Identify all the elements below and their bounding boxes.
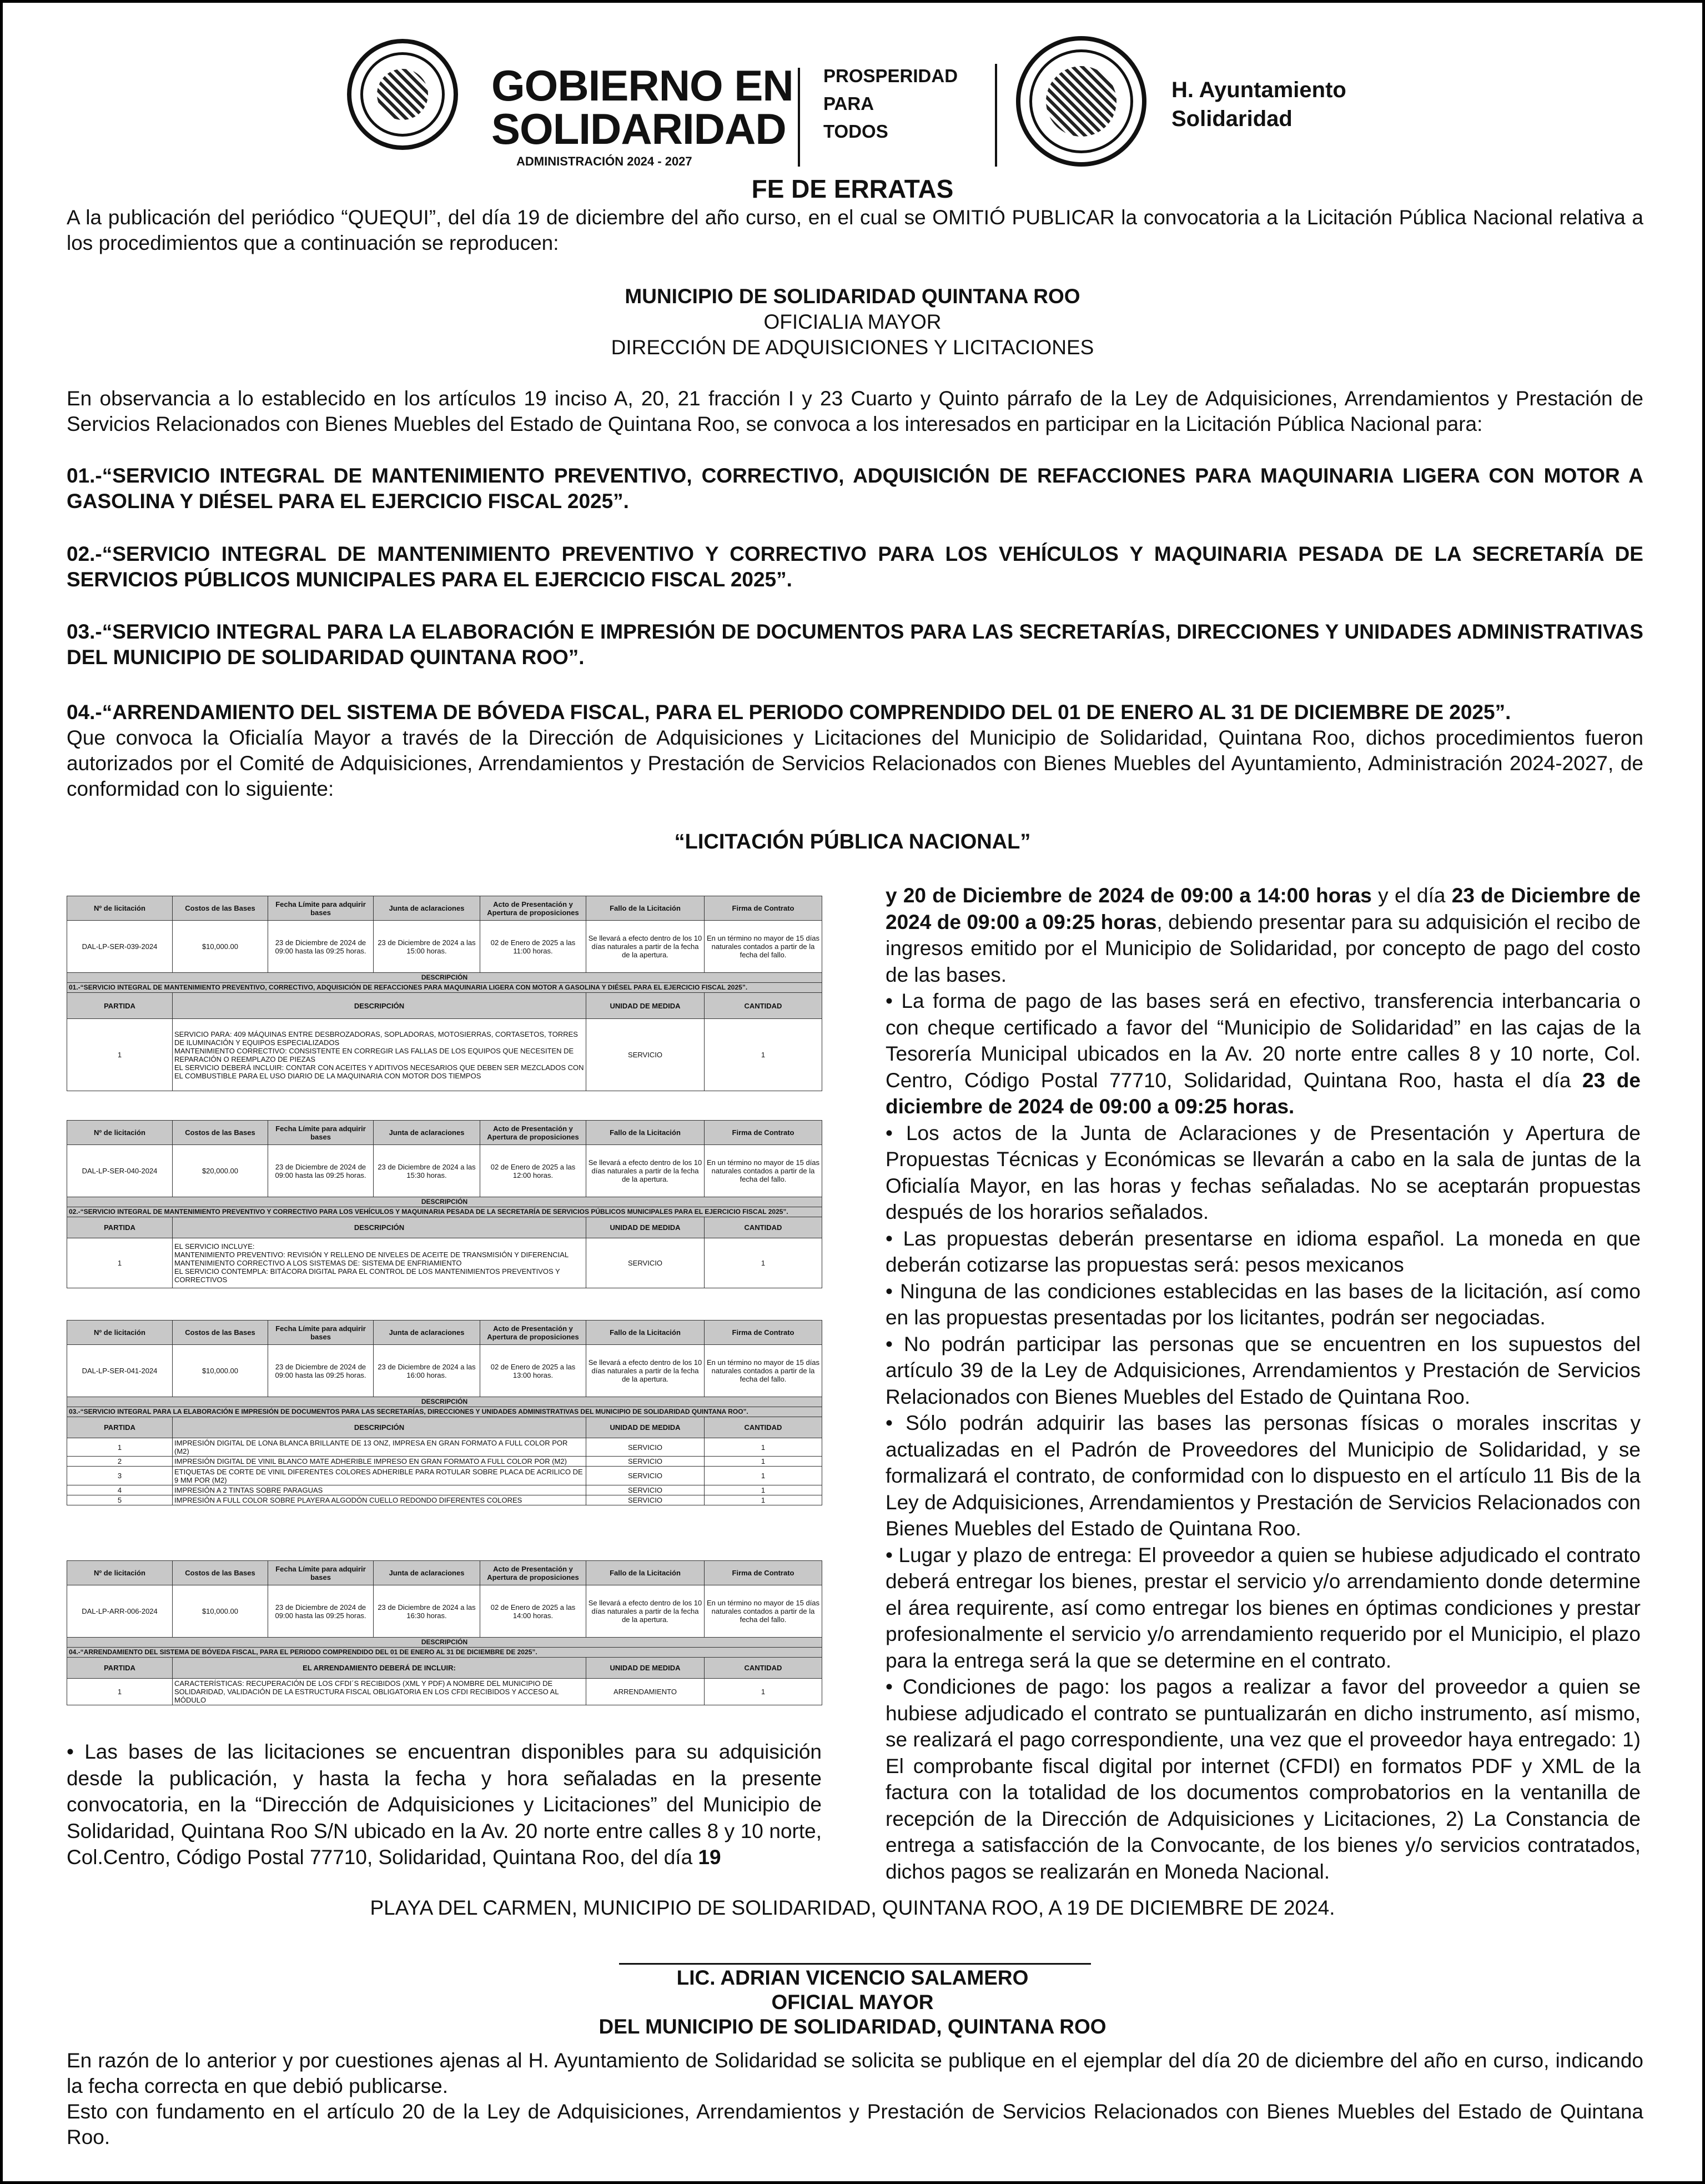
item-01: 01.-“SERVICIO INTEGRAL DE MANTENIMIENTO PREVENTIVO, CORRECTIVO, ADQUISICIÓN DE REFACCIONES PARA MAQUINARIA LIGERA CON MOTOR A GASOLINA Y DIÉSEL PARA EL EJERCICIO FISCAL 2025”. <box>67 464 1643 513</box>
table-header-row: Nº de licitación Costos de las Bases Fecha Límite para adquirir bases Junta de aclaraciones Acto de Presentación y Apertura de proposiciones Fallo de la Licitación Firma de Contrato <box>67 1561 822 1585</box>
administration-label: ADMINISTRACIÓN 2024 - 2027 <box>516 154 692 168</box>
divider <box>798 68 800 167</box>
acts-paragraph: • Los actos de la Junta de Aclaraciones y de Presentación y Apertura de Propuestas Técnicas y Económicas se llevarán a cabo en la sala de juntas de la Oficialía Mayor, en las horas y fechas señaladas. No se aceptarán propuestas después de los horarios señalados. <box>886 1121 1641 1223</box>
table-header-row: Nº de licitación Costos de las Bases Fecha Límite para adquirir bases Junta de aclaraciones Acto de Presentación y Apertura de proposiciones Fallo de la Licitación Firma de Contrato <box>67 1121 822 1145</box>
exclusions-paragraph: • No podrán participar las personas que se encuentren en los supuestos del artículo 39 de la Ley de Adquisiciones, Arrendamientos y Prestación de Servicios Relacionados con Bienes Muebles del Estado de Quintana Roo. <box>886 1332 1641 1408</box>
header <box>3 33 1702 167</box>
description-label: DESCRIPCIÓN <box>67 1397 822 1407</box>
table-row: 1 SERVICIO PARA: 409 MÁQUINAS ENTRE DESBROZADORAS, SOPLADORAS, MOTOSIERRAS, CORTASETOS, TORRES DE ILUMINACIÓN Y EQUIPOS ESPECIALIZADOS MANTENIMIENTO CORRECTIVO: CONSISTENTE EN CORREGIR LAS FALLAS DE LOS EQUIPOS QUE NECESITEN DE REPARACIÓN O REEMPLAZO DE PIEZAS EL SERVICIO DEBERÁ INCLUIR: CONTAR CON ACEITES Y ADITIVOS NECESARIOS QUE DEBEN SER MEZCLADOS CON EL COMBUSTIBLE PARA EL USO DIARIO DE LA MAQUINARIA CON MOTOR DOS TIEMPOS SERVICIO 1 <box>67 1019 822 1091</box>
licitacion-title: 02.-“SERVICIO INTEGRAL DE MANTENIMIENTO PREVENTIVO Y CORRECTIVO PARA LOS VEHÍCULOS Y MAQUINARIA PESADA DE LA SECRETARÍA DE SERVICIOS PÚBLICOS MUNICIPALES PARA EL EJERCICIO FISCAL 2025”. <box>67 1207 822 1217</box>
table-row: 2 IMPRESIÓN DIGITAL DE VINIL BLANCO MATE ADHERIBLE IMPRESO EN GRAN FORMATO A FULL COLOR POR (M2) SERVICIO 1 <box>67 1457 822 1467</box>
table-row: 4 IMPRESIÓN A 2 TINTAS SOBRE PARAGUAS SERVICIO 1 <box>67 1485 822 1495</box>
ayuntamiento-seal-icon <box>1016 36 1146 167</box>
slogan: PROSPERIDAD PARA TODOS <box>823 66 958 142</box>
observancia-paragraph: En observancia a lo establecido en los artículos 19 inciso A, 20, 21 fracción I y 23 Cuarto y Quinto párrafo de la Ley de Adquisiciones, Arrendamientos y Prestación de Servicios Relacionados con Bienes Muebles del Estado de Quintana Roo, se convoca a los interesados en participar en la Licitación Pública Nacional para: <box>67 387 1643 435</box>
item-03: 03.-“SERVICIO INTEGRAL PARA LA ELABORACIÓN E IMPRESIÓN DE DOCUMENTOS PARA LAS SECRETARÍAS, DIRECCIONES Y UNIDADES ADMINISTRATIVAS DEL MUNICIPIO DE SOLIDARIDAD QUINTANA ROO”. <box>67 620 1643 669</box>
ayuntamiento-name: H. Ayuntamiento Solidaridad <box>1171 78 1346 131</box>
description-label: DESCRIPCIÓN <box>67 973 822 983</box>
description-label: DESCRIPCIÓN <box>67 1197 822 1207</box>
table-row: DAL-LP-ARR-006-2024 $10,000.00 23 de Diciembre de 2024 de 09:00 hasta las 09:25 horas. 23 de Diciembre de 2024 a las 16:30 horas. 02 de Enero de 2025 a las 14:00 horas. Se llevará a efecto dentro de los 10 días naturales a partir de la fecha de la apertura. En un término no mayor de 15 días naturales contados a partir de la fecha del fallo. <box>67 1585 822 1638</box>
bases-paragraph: • Las bases de las licitaciones se encuentran disponibles para su adquisición desde la publicación, y hasta la fecha y hora señaladas en la presente convocatoria, en la “Dirección de Adquisiciones y Licitaciones” del Municipio de Solidaridad, Quintana Roo S/N ubicado en la Av. 20 norte entre calles 8 y 10 norte, Col.Centro, Código Postal 77710, Solidaridad, Quintana Roo, del día 19 <box>67 1740 822 1869</box>
table-row: 1 IMPRESIÓN DIGITAL DE LONA BLANCA BRILLANTE DE 13 ONZ, IMPRESA EN GRAN FORMATO A FULL COLOR POR (M2) SERVICIO 1 <box>67 1438 822 1457</box>
licitacion-title: 03.-“SERVICIO INTEGRAL PARA LA ELABORACIÓN E IMPRESIÓN DE DOCUMENTOS PARA LAS SECRETARÍAS, DIRECCIONES Y UNIDADES ADMINISTRATIVAS DEL MUNICIPIO DE SOLIDARIDAD QUINTANA ROO”. <box>67 1407 822 1417</box>
signature-block: LIC. ADRIAN VICENCIO SALAMERO OFICIAL MAYOR DEL MUNICIPIO DE SOLIDARIDAD, QUINTANA ROO <box>598 1966 1107 2038</box>
conditions-paragraph: • Ninguna de las condiciones establecidas en las bases de la licitación, así como en las propuestas presentadas por los licitantes, podrán ser negociadas. <box>886 1279 1641 1329</box>
gobierno-seal-icon <box>347 39 458 150</box>
footer-paragraph-1: En razón de lo anterior y por cuestiones ajenas al H. Ayuntamiento de Solidaridad se solicita se publique en el ejemplar del día 20 de diciembre del año en curso, indicando la fecha correcta en que debió publicarse. <box>67 2049 1643 2097</box>
table-header-row: Nº de licitación Costos de las Bases Fecha Límite para adquirir bases Junta de aclaraciones Acto de Presentación y Apertura de proposiciones Fallo de la Licitación Firma de Contrato <box>67 1321 822 1345</box>
item-04: 04.-“ARRENDAMIENTO DEL SISTEMA DE BÓVEDA FISCAL, PARA EL PERIODO COMPRENDIDO DEL 01 DE ENERO AL 31 DE DICIEMBRE DE 2025”. <box>67 701 1511 724</box>
convoca-paragraph: Que convoca la Oficialía Mayor a través de la Dirección de Adquisiciones y Licitaciones del Municipio de Solidaridad, Quintana Roo, dichos procedimientos fueron autorizados por el Comité de Adquisiciones, Arrendamientos y Prestación de Servicios Relacionados con Bienes Muebles del Ayuntamiento, Administración 2024-2027, de conformidad con lo siguiente: <box>67 726 1643 800</box>
gobierno-logo-text: GOBIERNO EN SOLIDARIDAD <box>491 61 793 153</box>
signature-line <box>619 1963 1091 1965</box>
table-header-row: Nº de licitación Costos de las Bases Fecha Límite para adquirir bases Junta de aclaraciones Acto de Presentación y Apertura de proposiciones Fallo de la Licitación Firma de Contrato <box>67 896 822 921</box>
table-row: 3 ETIQUETAS DE CORTE DE VINIL DIFERENTES COLORES ADHERIBLE PARA ROTULAR SOBRE PLACA DE ACRILICO DE 9 MM POR (M2) SERVICIO 1 <box>67 1467 822 1485</box>
payment-form-paragraph: • La forma de pago de las bases será en efectivo, transferencia interbancaria o con cheque certificado a favor del “Municipio de Solidaridad” en las cajas de la Tesorería Municipal ubicados en la Av. 20 norte entre calles 8 y 10 norte, Col. Centro, Código Postal 77710, Solidaridad, Quintana Roo, hasta el día 23 de diciembre de 2024 de 09:00 a 09:25 horas. <box>886 990 1641 1118</box>
registry-paragraph: • Sólo podrán adquirir las bases las personas físicas o morales inscritas y actualizadas en el Padrón de Proveedores del Municipio de Solidaridad, y se formalizará el contrato, de conformidad con lo dispuesto en el artículo 11 Bis de la Ley de Adquisiciones, Arrendamientos y Prestación de Servicios Relacionados con Bienes Muebles del Estado de Quintana Roo. <box>886 1412 1641 1540</box>
page-title: FE DE ERRATAS <box>751 174 954 203</box>
licitacion-title: 04.-“ARRENDAMIENTO DEL SISTEMA DE BÓVEDA FISCAL, PARA EL PERIODO COMPRENDIDO DEL 01 DE ENERO AL 31 DE DICIEMBRE DE 2025”. <box>67 1648 822 1658</box>
table-row: DAL-LP-SER-040-2024 $20,000.00 23 de Diciembre de 2024 de 09:00 hasta las 09:25 horas. 23 de Diciembre de 2024 a las 15:30 horas. 02 de Enero de 2025 a las 12:00 horas. Se llevará a efecto dentro de los 10 días naturales a partir de la fecha de la apertura. En un término no mayor de 15 días naturales contados a partir de la fecha del fallo. <box>67 1145 822 1197</box>
table-row: DAL-LP-SER-039-2024 $10,000.00 23 de Diciembre de 2024 de 09:00 hasta las 09:25 horas. 23 de Diciembre de 2024 a las 15:00 horas. 02 de Enero de 2025 a las 11:00 horas. Se llevará a efecto dentro de los 10 días naturales a partir de la fecha de la apertura. En un término no mayor de 15 días naturales contados a partir de la fecha del fallo. <box>67 921 822 973</box>
description-label: DESCRIPCIÓN <box>67 1638 822 1648</box>
licitacion-table-040: Nº de licitación Costos de las Bases Fecha Límite para adquirir bases Junta de aclaraciones Acto de Presentación y Apertura de proposiciones Fallo de la Licitación Firma de Contrato DAL-LP-SER-040-2024 $20,000.00 23 de Diciembre de 2024 de 09:00 hasta las 09:25 horas. 23 de Diciembre de 2024 a las 15:30 horas. 02 de Enero de 2025 a las 12:00 horas. Se llevará a efecto dentro de los 10 días naturales a partir de la fecha de la apertura. En un término no mayor de 15 días naturales contados a partir de la fecha del fallo. DESCRIPCIÓN 02.-“SERVICIO INTEGRAL DE MANTENIMIENTO PREVENTIVO Y CORRECTIVO PARA LOS VEHÍCULOS Y MAQUINARIA PESADA DE LA SECRETARÍA DE SERVICIOS PÚBLICOS MUNICIPALES PARA EL EJERCICIO FISCAL 2025”. PARTIDA DESCRIPCIÓN UNIDAD DE MEDIDA CANTIDAD 1 EL SERVICIO INCLUYE: MANTENIMIENTO PREVENTIVO: REVISIÓN Y RELLENO DE NIVELES DE ACEITE DE TRANSMISIÓN Y DIFERENCIAL MANTENIMIENTO CORRECTIVO A LOS SISTEMAS DE: SISTEMA DE ENFRIAMIENTO EL SERVICIO CONTEMPLA: BITÁCORA DIGITAL PARA EL CONTROL DE LOS MANTENIMIENTOS PREVENTIVOS Y CORRECTIVOS SERVICIO 1 <box>67 1120 822 1288</box>
payment-conditions-paragraph: • Condiciones de pago: los pagos a realizar a favor del proveedor a quien se hubiese adjudicado el contrato se puntualizarán en dicho instrumento, así mismo, se realizará el pago correspondiente, una vez que el proveedor haya entregado: 1) El comprobante fiscal digital por internet (CFDI) en formatos PDF y XML de la factura con la totalidad de los documentos comprobatorios en la ventanilla de recepción de la Dirección de Adquisiciones y Licitaciones, 2) La Constancia de entrega a satisfacción de la Convocante, de los bienes y/o servicios contratados, dichos pagos se realizarán en Moneda Nacional. <box>886 1675 1641 1883</box>
table-row: 1 EL SERVICIO INCLUYE: MANTENIMIENTO PREVENTIVO: REVISIÓN Y RELLENO DE NIVELES DE ACEITE DE TRANSMISIÓN Y DIFERENCIAL MANTENIMIENTO CORRECTIVO A LOS SISTEMAS DE: SISTEMA DE ENFRIAMIENTO EL SERVICIO CONTEMPLA: BITÁCORA DIGITAL PARA EL CONTROL DE LOS MANTENIMIENTOS PREVENTIVOS Y CORRECTIVOS SERVICIO 1 <box>67 1238 822 1288</box>
table-row: 1 CARACTERÍSTICAS: RECUPERACIÓN DE LOS CFDI´S RECIBIDOS (XML Y PDF) A NOMBRE DEL MUNICIPIO DE SOLIDARIDAD, VALIDACIÓN DE LA ESTRUCTURA FISCAL OBLIGATORIA EN LOS CFDI RECIBIDOS Y ACCESO AL MÓDULO ARRENDAMIENTO 1 <box>67 1679 822 1705</box>
language-paragraph: • Las propuestas deberán presentarse en idioma español. La moneda en que deberán cotizarse las propuestas será: pesos mexicanos <box>886 1227 1641 1276</box>
lpn-title: “LICITACIÓN PÚBLICA NACIONAL” <box>674 830 1031 853</box>
licitacion-table-039: Nº de licitación Costos de las Bases Fecha Límite para adquirir bases Junta de aclaraciones Acto de Presentación y Apertura de proposiciones Fallo de la Licitación Firma de Contrato DAL-LP-SER-039-2024 $10,000.00 23 de Diciembre de 2024 de 09:00 hasta las 09:25 horas. 23 de Diciembre de 2024 a las 15:00 horas. 02 de Enero de 2025 a las 11:00 horas. Se llevará a efecto dentro de los 10 días naturales a partir de la fecha de la apertura. En un término no mayor de 15 días naturales contados a partir de la fecha del fallo. DESCRIPCIÓN 01.-“SERVICIO INTEGRAL DE MANTENIMIENTO PREVENTIVO, CORRECTIVO, ADQUISICIÓN DE REFACCIONES PARA MAQUINARIA LIGERA CON MOTOR A GASOLINA Y DIÉSEL PARA EL EJERCICIO FISCAL 2025”. PARTIDA DESCRIPCIÓN UNIDAD DE MEDIDA CANTIDAD 1 SERVICIO PARA: 409 MÁQUINAS ENTRE DESBROZADORAS, SOPLADORAS, MOTOSIERRAS, CORTASETOS, TORRES DE ILUMINACIÓN Y EQUIPOS ESPECIALIZADOS MANTENIMIENTO CORRECTIVO: CONSISTENTE EN CORREGIR LAS FALLAS DE LOS EQUIPOS QUE NECESITEN DE REPARACIÓN O REEMPLAZO DE PIEZAS EL SERVICIO DEBERÁ INCLUIR: CONTAR CON ACEITES Y ADITIVOS NECESARIOS QUE DEBEN SER MEZCLADOS CON EL COMBUSTIBLE PARA EL USO DIARIO DE LA MAQUINARIA CON MOTOR DOS TIEMPOS SERVICIO 1 <box>67 896 822 1091</box>
footer-paragraph-2: Esto con fundamento en el artículo 20 de la Ley de Adquisiciones, Arrendamientos y Prestación de Servicios Relacionados con Bienes Muebles del Estado de Quintana Roo. <box>67 2100 1643 2148</box>
table-row: 5 IMPRESIÓN A FULL COLOR SOBRE PLAYERA ALGODÓN CUELLO REDONDO DIFERENTES COLORES SERVICIO 1 <box>67 1495 822 1505</box>
licitacion-table-arr-006: Nº de licitación Costos de las Bases Fecha Límite para adquirir bases Junta de aclaraciones Acto de Presentación y Apertura de proposiciones Fallo de la Licitación Firma de Contrato DAL-LP-ARR-006-2024 $10,000.00 23 de Diciembre de 2024 de 09:00 hasta las 09:25 horas. 23 de Diciembre de 2024 a las 16:30 horas. 02 de Enero de 2025 a las 14:00 horas. Se llevará a efecto dentro de los 10 días naturales a partir de la fecha de la apertura. En un término no mayor de 15 días naturales contados a partir de la fecha del fallo. DESCRIPCIÓN 04.-“ARRENDAMIENTO DEL SISTEMA DE BÓVEDA FISCAL, PARA EL PERIODO COMPRENDIDO DEL 01 DE ENERO AL 31 DE DICIEMBRE DE 2025”. PARTIDA EL ARRENDAMIENTO DEBERÁ DE INCLUIR: UNIDAD DE MEDIDA CANTIDAD 1 CARACTERÍSTICAS: RECUPERACIÓN DE LOS CFDI´S RECIBIDOS (XML Y PDF) A NOMBRE DEL MUNICIPIO DE SOLIDARIDAD, VALIDACIÓN DE LA ESTRUCTURA FISCAL OBLIGATORIA EN LOS CFDI RECIBIDOS Y ACCESO AL MÓDULO ARRENDAMIENTO 1 <box>67 1560 822 1705</box>
intro-paragraph: A la publicación del periódico “QUEQUI”, del día 19 de diciembre del año curso, en el cual se OMITIÓ PUBLICAR la convocatoria a la Licitación Pública Nacional relativa a los procedimientos que a continuación se reproducen: <box>67 206 1643 254</box>
divider <box>995 64 997 167</box>
table-row: DAL-LP-SER-041-2024 $10,000.00 23 de Diciembre de 2024 de 09:00 hasta las 09:25 horas. 23 de Diciembre de 2024 a las 16:00 horas. 02 de Enero de 2025 a las 13:00 horas. Se llevará a efecto dentro de los 10 días naturales a partir de la fecha de la apertura. En un término no mayor de 15 días naturales contados a partir de la fecha del fallo. <box>67 1345 822 1397</box>
licitacion-title: 01.-“SERVICIO INTEGRAL DE MANTENIMIENTO PREVENTIVO, CORRECTIVO, ADQUISICIÓN DE REFACCIONES PARA MAQUINARIA LIGERA CON MOTOR A GASOLINA Y DIÉSEL PARA EL EJERCICIO FISCAL 2025”. <box>67 983 822 993</box>
place-date: PLAYA DEL CARMEN, MUNICIPIO DE SOLIDARIDAD, QUINTANA ROO, A 19 DE DICIEMBRE DE 2024. <box>370 1896 1335 1919</box>
delivery-paragraph: • Lugar y plazo de entrega: El proveedor a quien se hubiese adjudicado el contrato deberá entregar los bienes, prestar el servicio y/o arrendamiento donde determine el área requirente, así como entregar los bienes en óptimas condiciones y prestar profesionalmente el servicio y/o arrendamiento requerido por el Municipio, el plazo para la entrega será la que se determine en el contrato. <box>886 1543 1641 1672</box>
organization-block: MUNICIPIO DE SOLIDARIDAD QUINTANA ROO OFICIALIA MAYOR DIRECCIÓN DE ADQUISICIONES Y LICITACIONES <box>611 285 1094 359</box>
right-column <box>886 882 1641 1885</box>
bases-dates-paragraph: y 20 de Diciembre de 2024 de 09:00 a 14:00 horas y el día 23 de Diciembre de 2024 de 09:00 a 09:25 horas, debiendo presentar para su adquisición el recibo de ingresos emitido por el Municipio de Solidaridad, por concepto de pago del costo de las bases. <box>886 884 1641 986</box>
licitacion-table-041: Nº de licitación Costos de las Bases Fecha Límite para adquirir bases Junta de aclaraciones Acto de Presentación y Apertura de proposiciones Fallo de la Licitación Firma de Contrato DAL-LP-SER-041-2024 $10,000.00 23 de Diciembre de 2024 de 09:00 hasta las 09:25 horas. 23 de Diciembre de 2024 a las 16:00 horas. 02 de Enero de 2025 a las 13:00 horas. Se llevará a efecto dentro de los 10 días naturales a partir de la fecha de la apertura. En un término no mayor de 15 días naturales contados a partir de la fecha del fallo. DESCRIPCIÓN 03.-“SERVICIO INTEGRAL PARA LA ELABORACIÓN E IMPRESIÓN DE DOCUMENTOS PARA LAS SECRETARÍAS, DIRECCIONES Y UNIDADES ADMINISTRATIVAS DEL MUNICIPIO DE SOLIDARIDAD QUINTANA ROO”. PARTIDA DESCRIPCIÓN UNIDAD DE MEDIDA CANTIDAD 1 IMPRESIÓN DIGITAL DE LONA BLANCA BRILLANTE DE 13 ONZ, IMPRESA EN GRAN FORMATO A FULL COLOR POR (M2) SERVICIO 1 2 IMPRESIÓN DIGITAL DE VINIL BLANCO MATE ADHERIBLE IMPRESO EN GRAN FORMATO A FULL COLOR POR (M2) SERVICIO 1 3 ETIQUETAS DE CORTE DE VINIL DIFERENTES COLORES ADHERIBLE PARA ROTULAR SOBRE PLACA DE ACRILICO DE 9 MM POR (M2) SERVICIO 1 4 IMPRESIÓN A 2 TINTAS SOBRE PARAGUAS SERVICIO 1 5 IMPRESIÓN A FULL COLOR SOBRE PLAYERA ALGODÓN CUELLO REDONDO DIFERENTES COLORES SERVICIO 1 <box>67 1320 822 1505</box>
item-02: 02.-“SERVICIO INTEGRAL DE MANTENIMIENTO PREVENTIVO Y CORRECTIVO PARA LOS VEHÍCULOS Y MAQUINARIA PESADA DE LA SECRETARÍA DE SERVICIOS PÚBLICOS MUNICIPALES PARA EL EJERCICIO FISCAL 2025”. <box>67 543 1643 591</box>
